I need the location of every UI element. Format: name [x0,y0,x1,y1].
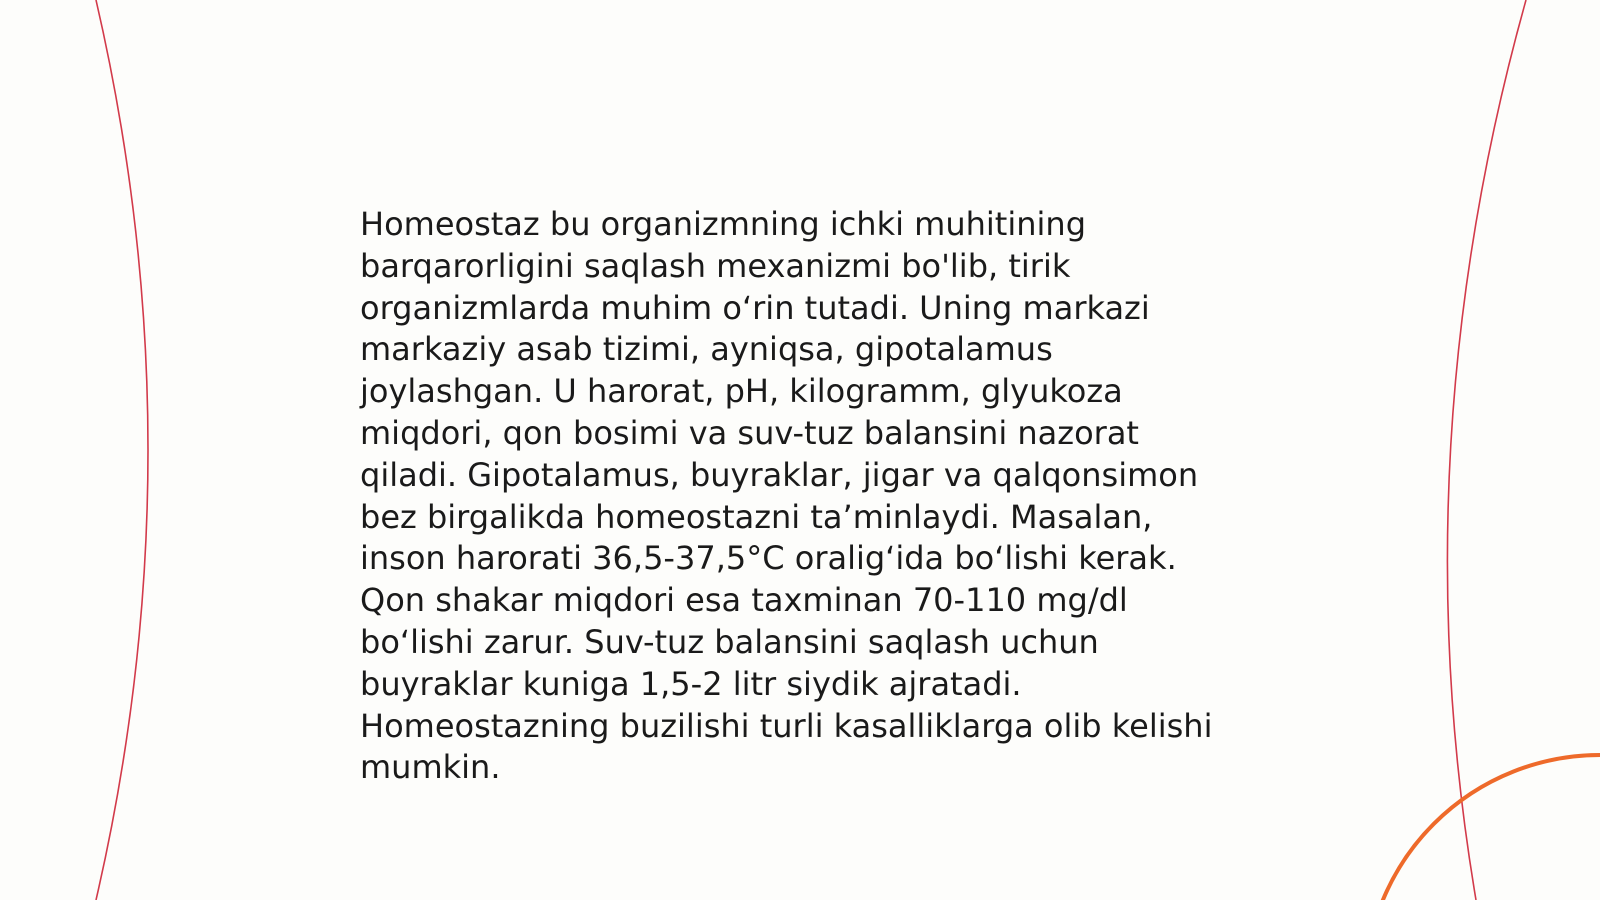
body-line: joylashgan. U harorat, pH, kilogramm, glyukoza [360,372,1123,411]
body-line: mumkin. [360,748,501,787]
right-arc-line [1447,0,1526,900]
body-line: markaziy asab tizimi, ayniqsa, gipotalamus [360,330,1053,369]
body-line: buyraklar kuniga 1,5-2 litr siydik ajratadi. [360,664,1022,703]
body-line: Homeostazning buzilishi turli kasalliklarga olib kelishi [360,706,1213,745]
body-line: miqdori, qon bosimi va suv-tuz balansini nazorat [360,413,1139,452]
body-line: inson harorati 36,5-37,5°C oralig‘ida bo‘lishi kerak. [360,539,1177,578]
body-line: bez birgalikda homeostazni ta’minlaydi. Masalan, [360,497,1153,536]
orange-ring-accent [1365,755,1600,900]
left-arc-line [96,0,148,900]
body-line: qiladi. Gipotalamus, buyraklar, jigar va qalqonsimon [360,455,1199,494]
slide-body-text [360,204,1240,789]
body-line: Qon shakar miqdori esa taxminan 70-110 mg/dl [360,581,1128,620]
body-line: bo‘lishi zarur. Suv-tuz balansini saqlash uchun [360,622,1099,661]
body-line: Homeostaz bu organizmning ichki muhitining [360,205,1086,243]
body-line: barqarorligini saqlash mexanizmi bo'lib, tirik [360,246,1071,285]
body-line: organizmlarda muhim o‘rin tutadi. Uning markazi [360,288,1150,327]
